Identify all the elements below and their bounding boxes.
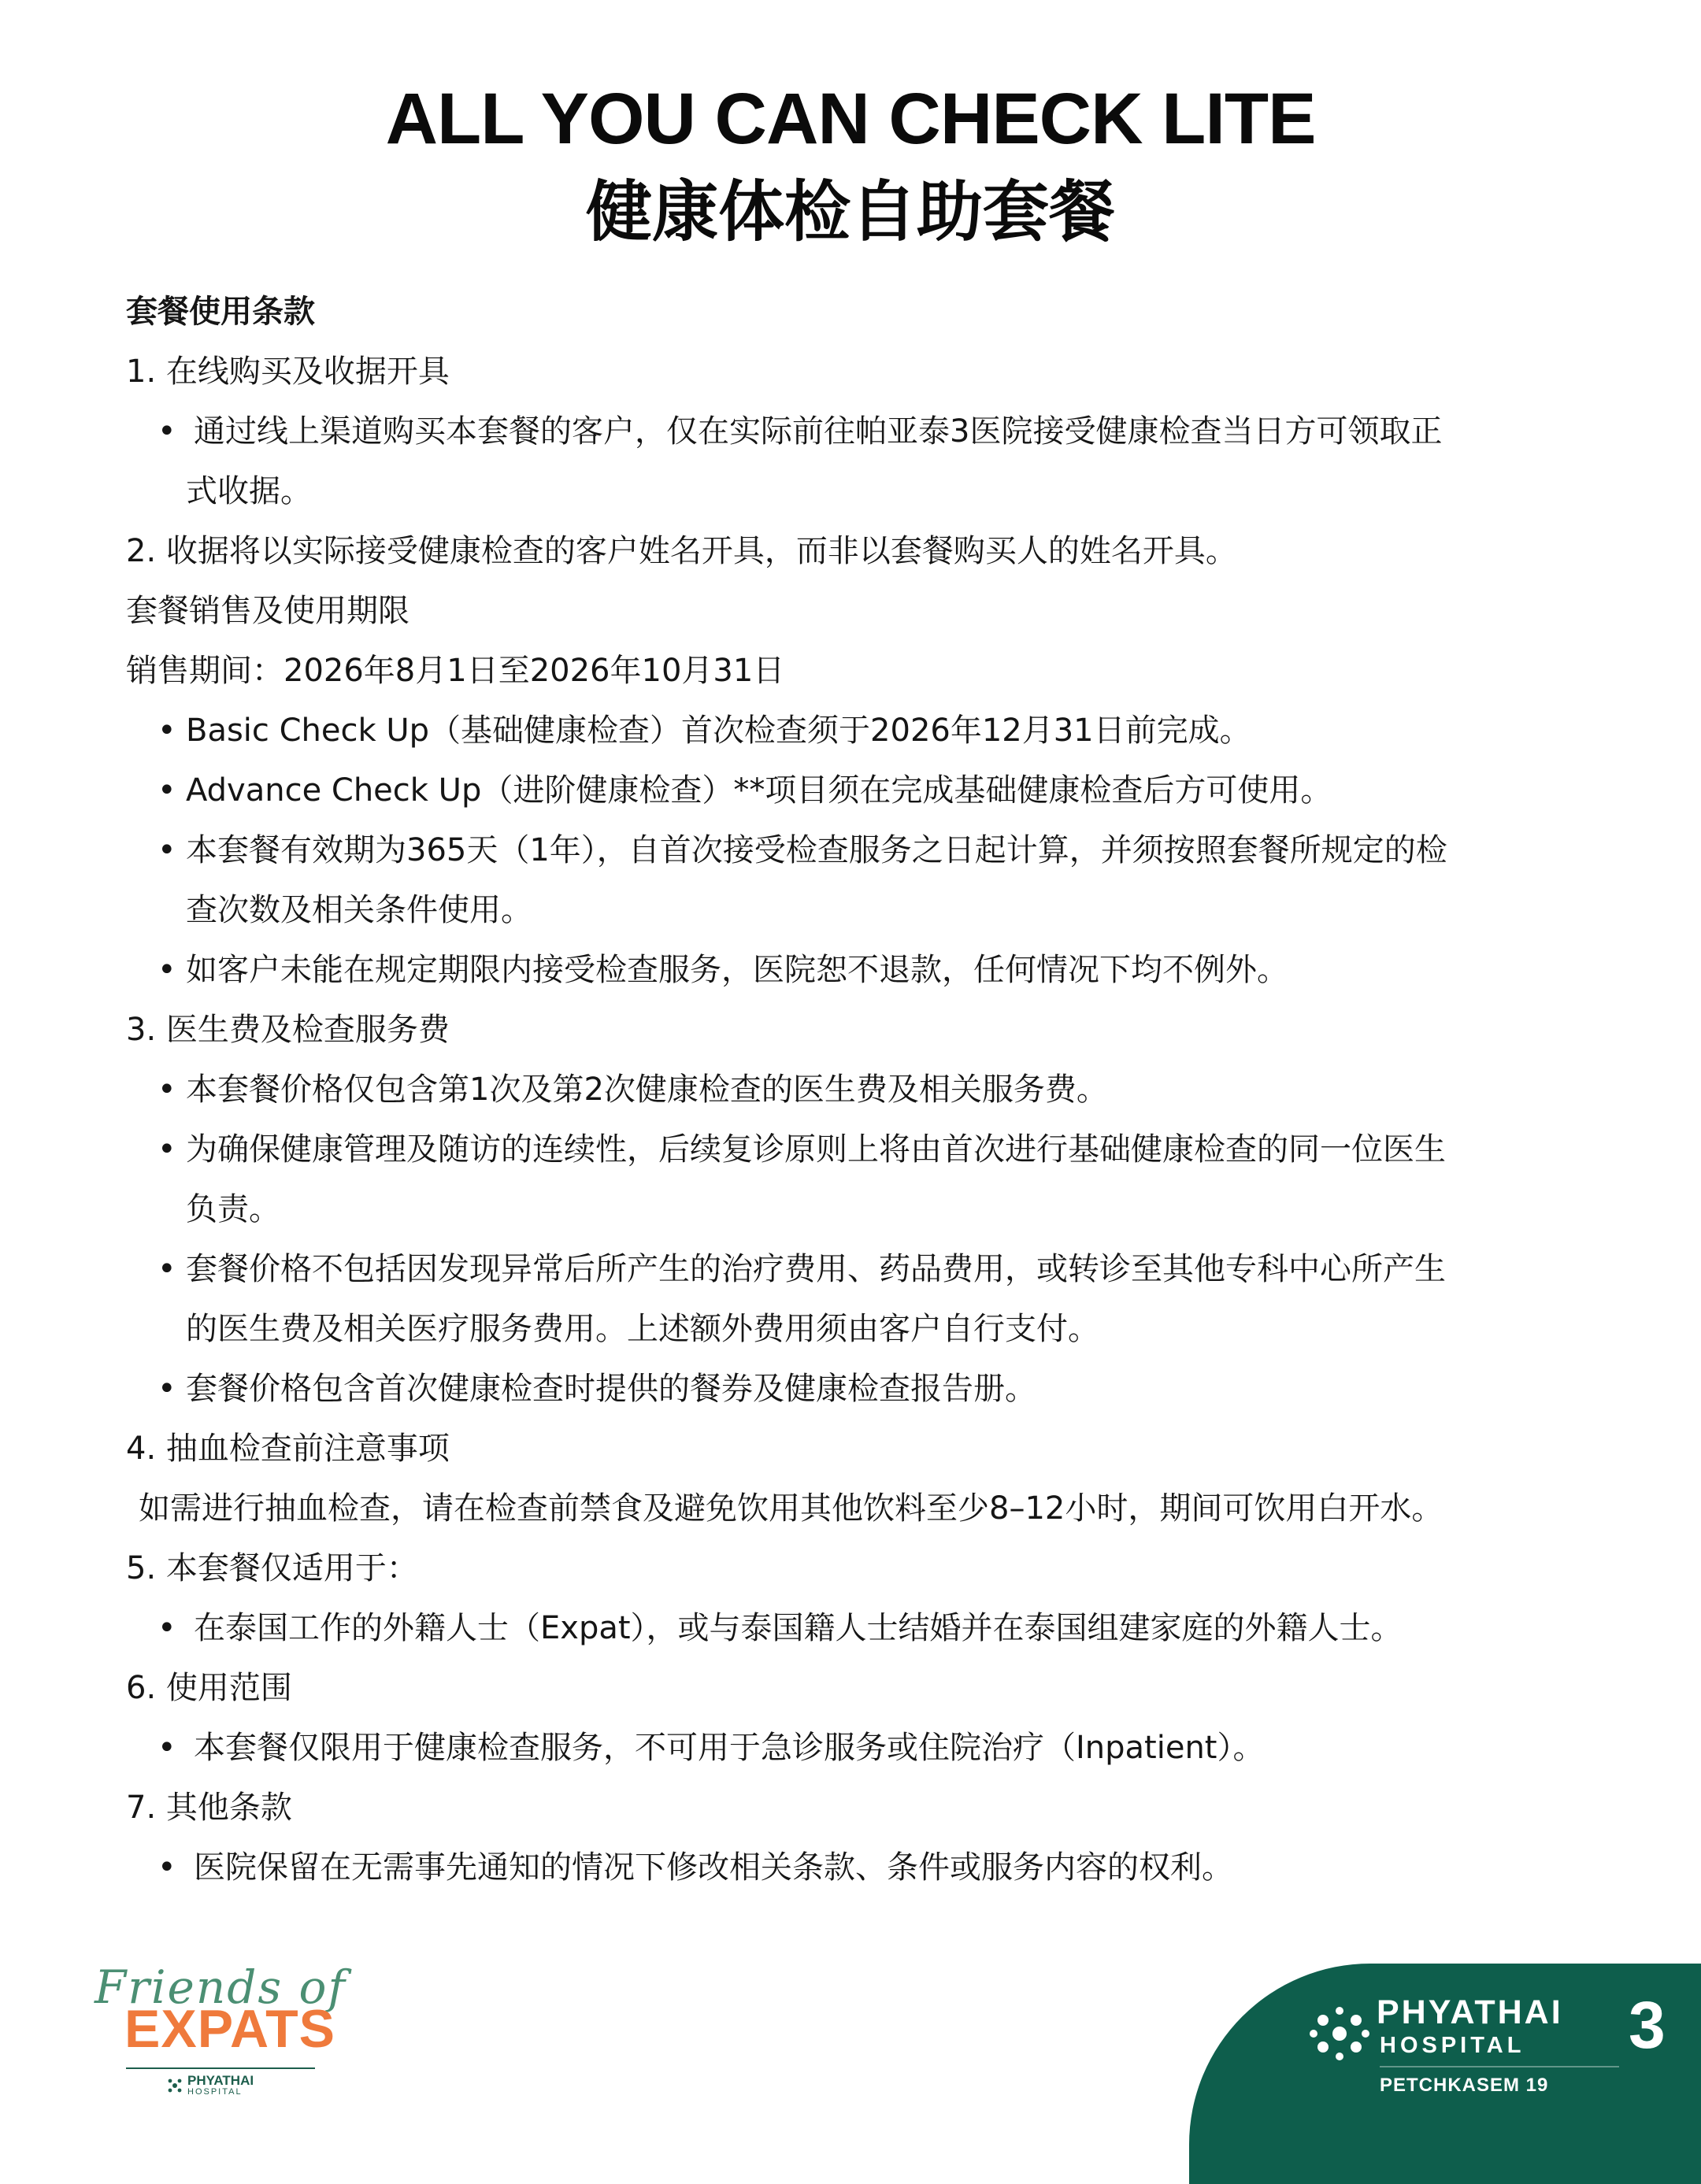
list-item [126, 1838, 1583, 1897]
hospital-brand-label: HOSPITAL [1380, 2033, 1525, 2058]
hospital-branch-name: PETCHKASEM 19 [1380, 2075, 1549, 2096]
list-item-text: 套餐价格不包括因发现异常后所产生的治疗费用、药品费用，或转诊至其他专科中心所产生 [186, 1251, 1446, 1287]
list-item [126, 1239, 1583, 1359]
list-item-text: 套餐价格包含首次健康检查时提供的餐券及健康检查报告册。 [186, 1371, 1036, 1407]
list-item-text: 医院保留在无需事先通知的情况下修改相关条款、条件或服务内容的权利。 [194, 1849, 1233, 1886]
section-7-heading: 7. 其他条款 [126, 1790, 292, 1826]
bullet-icon: • [158, 1730, 176, 1766]
list-item [126, 940, 1583, 1000]
logo-script-text: Friends of [94, 1960, 346, 2014]
list-item-text: 查次数及相关条件使用。 [186, 892, 532, 928]
phyathai-logo-icon [1307, 2001, 1372, 2066]
list-item-text: 本套餐仅限用于健康检查服务，不可用于急诊服务或住院治疗（Inpatient）。 [194, 1730, 1265, 1766]
list-item-text: 的医生费及相关医疗服务费用。上述额外费用须由客户自行支付。 [186, 1311, 1099, 1347]
hospital-brand-name: PHYATHAI [1377, 1993, 1563, 2031]
bullet-icon: • [158, 413, 176, 450]
list-item [126, 1120, 1583, 1239]
list-item-text: 在泰国工作的外籍人士（Expat），或与泰国籍人士结婚并在泰国组建家庭的外籍人士。 [194, 1610, 1403, 1646]
list-item [126, 1060, 1583, 1120]
bullet-icon: • [158, 1251, 176, 1287]
list-item [126, 1718, 1583, 1778]
list-item-text: 本套餐有效期为365天（1年），自首次接受检查服务之日起计算，并须按照套餐所规定的检 [186, 832, 1447, 868]
bullet-icon: • [158, 832, 176, 868]
section-6-heading: 6. 使用范围 [126, 1670, 292, 1706]
hospital-brand-number: 3 [1629, 1988, 1666, 2062]
section-2-heading: 2. 收据将以实际接受健康检查的客户姓名开具，而非以套餐购买人的姓名开具。 [126, 533, 1237, 569]
section-3-heading: 3. 医生费及检查服务费 [126, 1012, 450, 1048]
section-5-heading: 5. 本套餐仅适用于： [126, 1550, 418, 1586]
friends-of-expats-logo [94, 1960, 346, 2102]
bullet-icon: • [158, 1131, 176, 1168]
page-subtitle: 健康体检自助套餐 [585, 173, 1115, 250]
page-title: ALL YOU CAN CHECK LITE [385, 79, 1316, 159]
mini-brand-name: PHYATHAI [187, 2073, 254, 2088]
bullet-icon: • [158, 772, 176, 809]
title-block [0, 75, 1701, 261]
terms-heading: 套餐使用条款 [126, 294, 315, 330]
list-item-text: Advance Check Up（进阶健康检查）**项目须在完成基础健康检查后方可使用。 [186, 772, 1332, 809]
list-item [126, 1359, 1583, 1419]
bullet-icon: • [158, 1072, 176, 1108]
bullet-icon: • [158, 1610, 176, 1646]
bullet-icon: • [158, 1849, 176, 1886]
list-item [126, 402, 1583, 521]
bullet-icon: • [158, 1371, 176, 1407]
logo-divider [126, 2067, 315, 2069]
list-item [126, 1598, 1583, 1658]
logo-expats-text: EXPATS [124, 1999, 335, 2059]
phyathai-mini-icon [167, 2078, 183, 2093]
list-item-text: Basic Check Up（基础健康检查）首次检查须于2026年12月31日前完成。 [186, 713, 1251, 749]
list-item-text: 为确保健康管理及随访的连续性，后续复诊原则上将由首次进行基础健康检查的同一位医生 [186, 1131, 1446, 1168]
bullet-icon: • [158, 952, 176, 988]
list-item-text: 负责。 [186, 1191, 280, 1227]
list-item-text: 本套餐价格仅包含第1次及第2次健康检查的医生费及相关服务费。 [186, 1072, 1108, 1108]
mini-brand-sub: HOSPITAL [187, 2087, 243, 2097]
list-item [126, 701, 1583, 761]
sale-period: 销售期间：2026年8月1日至2026年10月31日 [126, 653, 785, 689]
list-item [126, 820, 1583, 940]
section-4-heading: 4. 抽血检查前注意事项 [126, 1431, 450, 1467]
list-item-text: 如客户未能在规定期限内接受检查服务，医院恕不退款，任何情况下均不例外。 [186, 952, 1288, 988]
phyathai-mini-logo [167, 2074, 254, 2097]
list-item [126, 761, 1583, 820]
section-1-heading: 1. 在线购买及收据开具 [126, 354, 450, 390]
bullet-icon: • [158, 713, 176, 749]
hospital-brand-divider [1380, 2066, 1619, 2067]
terms-content [126, 282, 1583, 1897]
section-4-text: 如需进行抽血检查，请在检查前禁食及避免饮用其他饮料至少8–12小时，期间可饮用白开水。 [139, 1490, 1443, 1527]
period-heading: 套餐销售及使用期限 [126, 593, 410, 629]
list-item-text: 通过线上渠道购买本套餐的客户，仅在实际前往帕亚泰3医院接受健康检查当日方可领取正 [194, 413, 1443, 450]
list-item-text: 式收据。 [186, 473, 312, 509]
